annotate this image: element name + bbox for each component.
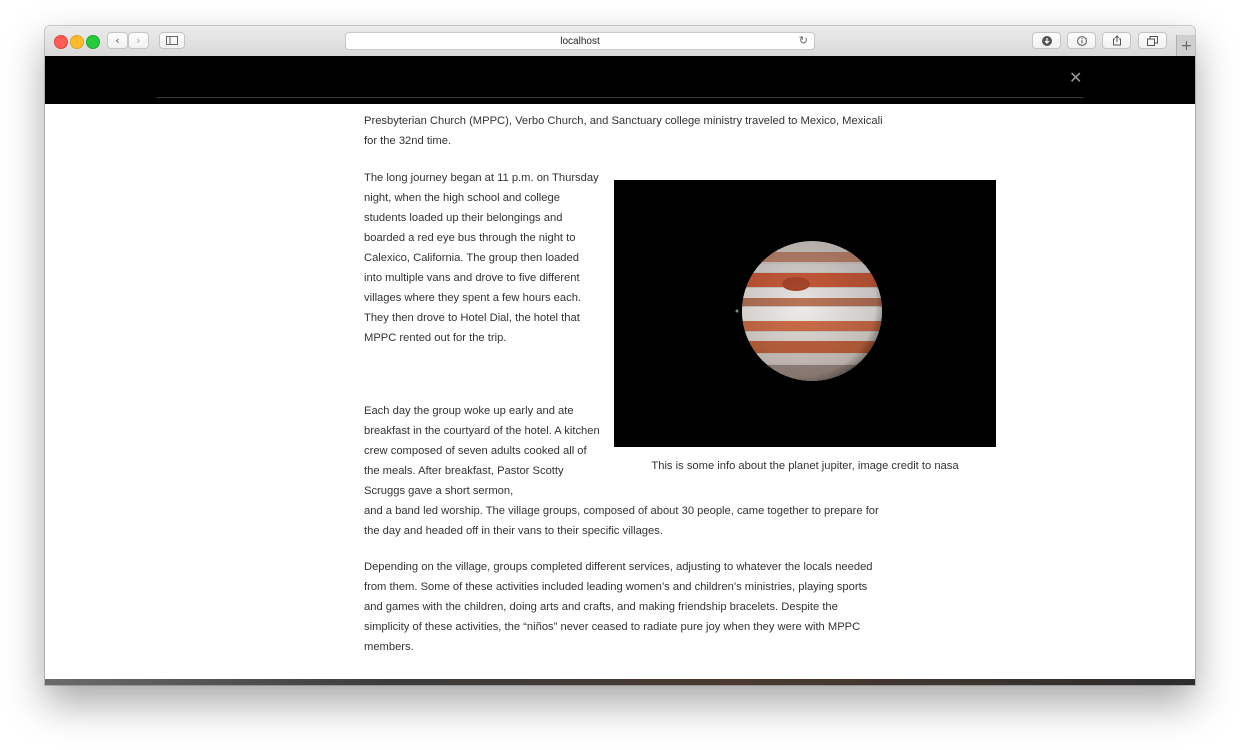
header-divider xyxy=(157,97,1083,98)
new-tab-icon: + xyxy=(1180,37,1193,54)
article-paragraph-3-start: Each day the group woke up early and ate breakfast in the courtyard of the hotel. A kitchen crew composed of seven adults cooked all of the meals. After breakfast, Pastor Scotty Scruggs gave a short sermon, xyxy=(364,405,600,497)
back-icon: ‹ xyxy=(115,34,120,47)
share-button[interactable] xyxy=(1102,32,1131,49)
reload-icon[interactable]: ↻ xyxy=(798,34,808,47)
zoom-window-button[interactable] xyxy=(86,35,100,49)
minimize-window-button[interactable] xyxy=(70,35,84,49)
share-icon xyxy=(1112,35,1122,46)
article-figure xyxy=(614,180,996,474)
info-icon xyxy=(1077,36,1087,46)
page-viewport xyxy=(45,56,1195,685)
article-paragraph-4: Depending on the village, groups completed different services, adjusting to whatever the locals needed from them. Some of these activities included leading women’s and children’s ministries, playing sports and games with the children, doing arts and crafts, and making friendship bracelets. Despite the simplicity of these activities, the “niños” never ceased to radiate pure joy when they were with MPPC members. xyxy=(364,561,873,653)
tabs-button[interactable] xyxy=(1138,32,1167,49)
article-paragraph-2: The long journey began at 11 p.m. on Thursday night, when the high school and college students loaded up their belongings and boarded a red eye bus through the night to Calexico, California. The group then loaded into multiple vans and drove to five different villages where they spent a few hours each. They then drove to Hotel Dial, the hotel that MPPC rented out for the trip. xyxy=(364,172,599,344)
close-icon[interactable]: ✕ xyxy=(1069,68,1083,87)
new-tab-button[interactable] xyxy=(1176,35,1195,56)
figure-caption: This is some info about the planet jupiter, image credit to nasa xyxy=(651,460,959,472)
close-window-button[interactable] xyxy=(54,35,68,49)
article-paragraph-1: Presbyterian Church (MPPC), Verbo Church, and Sanctuary college ministry traveled to Mexico, Mexicali for the 32nd time. xyxy=(364,115,883,147)
sidebar-button[interactable] xyxy=(159,32,185,49)
browser-window xyxy=(45,26,1195,685)
tabs-icon xyxy=(1147,36,1158,46)
download-icon xyxy=(1042,36,1052,46)
back-button[interactable] xyxy=(107,32,128,49)
forward-button[interactable] xyxy=(128,32,149,49)
bottom-background-strip xyxy=(45,679,1195,685)
sidebar-icon xyxy=(166,36,178,45)
address-bar[interactable] xyxy=(345,32,815,50)
url-text: localhost xyxy=(560,35,600,47)
forward-icon: › xyxy=(136,34,141,47)
modal-header-bar xyxy=(45,56,1195,104)
article-paragraph-3-end: and a band led worship. The village groups, composed of about 30 people, came together to prepare for the day and headed off in their vans to their specific villages. xyxy=(364,505,879,537)
jupiter-image xyxy=(614,180,996,447)
browser-toolbar xyxy=(45,26,1195,57)
download-button[interactable] xyxy=(1032,32,1061,49)
info-button[interactable] xyxy=(1067,32,1096,49)
